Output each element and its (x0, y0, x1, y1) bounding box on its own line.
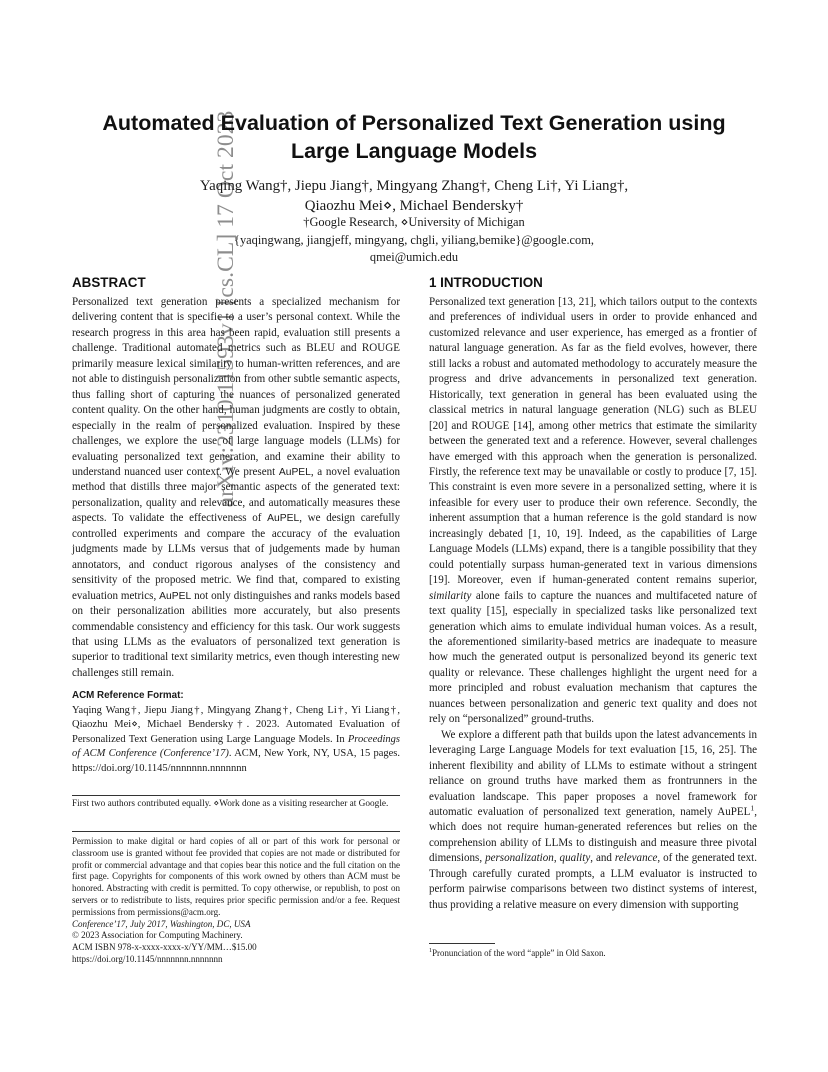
acm-reference-heading: ACM Reference Format: (72, 690, 184, 701)
author-list (60, 176, 768, 216)
isbn-line: ACM ISBN 978-x-xxxx-xxxx-x/YY/MM…$15.00 (72, 942, 257, 953)
introduction-body (429, 295, 757, 913)
copyright-line: © 2023 Association for Computing Machinery. (72, 930, 243, 941)
introduction-heading: 1 INTRODUCTION (429, 275, 543, 290)
affiliation-line: †Google Research, ⋄University of Michigan (303, 215, 525, 229)
abstract-text-2: , a novel evaluation method that distills three major semantic aspects of the generated text: personalization, quality and relevance, and automatically measures these aspects. To validate the effectiveness of (72, 465, 400, 525)
permission-text: Permission to make digital or hard copies of all or part of this work for personal or classroom use is granted without fee provided that copies are not made or distributed for profit or commercial advantage and that copies bear this notice and the full citation on the first page. Copyrights for components of this work owned by others than ACM must be honored. Abstracting with credit is permitted. To copy otherwise, or republish, to post on servers or to redistribute to lists, requires prior specific permission and/or a fee. Request permissions from permissions@acm.org. (72, 836, 400, 917)
footnote-right (429, 947, 606, 960)
intro-p2-a: We explore a different path that builds upon the latest advancements in leveraging Large Language Models for text evaluation [15, 16, 25]. The inherent flexibility and ability of LLMs to estimate without a stringent reliance on ground truths have marked them as frontrunners in the evaluation landscape. This paper proposes a novel framework for automatic evaluation of personalized text generation, namely AuPEL (429, 728, 757, 818)
abstract-text-3: , we design carefully controlled experiments and compare the accuracy of the evaluation judgments made by LLMs versus that of judgements made by human annotators, and conduct rigorous analyses of the consistency and sensitivity of the proposed metric. We find that, compared to existing evaluation metrics, (72, 512, 400, 602)
authors-line-2: Qiaozhu Mei⋄, Michael Bendersky† (304, 198, 524, 214)
acm-reference-venue: Proceedings of ACM Conference (Conference’17) (72, 733, 400, 760)
footnote-marker: 1 (750, 803, 755, 813)
intro-quality: quality (559, 852, 591, 865)
intro-similarity: similarity (429, 589, 472, 602)
intro-p1-a: Personalized text generation [13, 21], which tailors output to the contexts and preferences of individual users in order to provide enhanced and customized relevance and user experience, has emerged as a frontier of natural language generation. As far as the field evolves, however, there still lacks a robust and automated methodology to accurately measure the progress and drive advancements in personalized text generation. Historically, text generation in general has been evaluated using the classical metrics in natural language generation (NLG) such as BLEU [20] and ROUGE [14], among other metrics that estimate the similarity between the generated text and a reference. However, several challenges have emerged with this approach when the generation is personalized. Firstly, the reference text may be unavailable or costly to produce [7, 15]. This constraint is even more severe in a personalized setting, where it is infeasible for every user to produce their own reference. Secondly, the inherent assumption that a human reference is the gold standard is now increasingly debated [1, 10, 19]. Indeed, as the capabilities of Large Language Models (LLMs) expand, there is a tangible possibility that they could potentially surpass human-generated text in various dimensions [19]. Moreover, even if human-generated content remains superior, (429, 296, 757, 587)
permission-rule (72, 831, 400, 832)
abstract-heading: ABSTRACT (72, 275, 146, 290)
acm-reference (72, 689, 400, 777)
authors-line-1: Yaqing Wang†, Jiepu Jiang†, Mingyang Zhang†, Cheng Li†, Yi Liang†, (199, 178, 629, 194)
abstract-text-1: Personalized text generation presents a specialized mechanism for delivering content that is specific to a user’s personal context. While the research progress in this area has been rapid, evaluation still presents a challenge. Traditional automated metrics such as BLEU and ROUGE primarily measure lexical similarity to human-written references, and are not able to distinguish personalization from other subtle semantic aspects, thus falling short of capturing the nuances of personalized generated content quality. On the other hand, human judgments are costly to obtain, especially in the realm of personalized evaluation. Inspired by these challenges, we explore the use of large language models (LLMs) for evaluating personalized text generation, and examine their ability to understand nuanced user context. We present (72, 296, 400, 478)
intro-p2-c: , (553, 852, 560, 865)
affiliations (60, 214, 768, 267)
acm-reference-text-2: . ACM, New York, NY, USA, 15 pages. https://doi.org/10.1145/nnnnnnn.nnnnnnn (72, 748, 400, 774)
footnote-number: 1 (429, 947, 433, 955)
paper-title (60, 109, 768, 165)
emails-line-1: {yaqingwang, jiangjeff, mingyang, chgli, yiliang,bemike}@google.com, (234, 232, 594, 247)
intro-personalization: personalization (485, 852, 554, 865)
emails-line-2: qmei@umich.edu (369, 250, 459, 264)
footnote-right-text: Pronunciation of the word “apple” in Old Saxon. (432, 948, 606, 958)
aupel-name: AuPEL (267, 513, 300, 525)
permission-block (72, 836, 400, 966)
title-line-1: Automated Evaluation of Personalized Text Generation using (102, 111, 726, 135)
intro-relevance: relevance (614, 852, 658, 865)
footnote-rule-left (72, 795, 400, 796)
title-line-2: Large Language Models (290, 139, 538, 163)
footnote-left: First two authors contributed equally. ⋄Work done as a visiting researcher at Google. (72, 799, 389, 809)
aupel-name: AuPEL (159, 590, 192, 602)
acm-reference-text-1: Yaqing Wang†, Jiepu Jiang†, Mingyang Zhang†, Cheng Li†, Yi Liang†, Qiaozhu Mei⋄, Michael Bendersky†. 2023. Automated Evaluation of Personalized Text Generation using Large Language Models. In (72, 704, 400, 745)
arxiv-side-stamp: arXiv:2310.11593v1 [cs.CL] 17 Oct 2023 (213, 110, 239, 508)
intro-p2-d: , and (590, 852, 615, 865)
intro-p1-b: alone fails to capture the nuances and multifaceted nature of text quality [15], especially in specialized tasks like personalized text generation which aims to emulate individual human voices. As a result, the aforementioned similarity-based metrics are inadequate to measure how much the generated output is personalized beyond its generic text quality or relevance. These challenges highlight the urgent need for a more principled and robust evaluation mechanism that captures the nuances between personalization and generic text quality and does not rely on “personalized” ground-truths. (429, 589, 757, 726)
intro-p2-e: , of the generated text. Through carefully curated prompts, a LLM evaluator is instructed to perform pairwise comparisons between two distinct systems of interest, thus providing a relative measure on every dimension with supporting (429, 852, 757, 911)
abstract-text-4: not only distinguishes and ranks models based on their personalization abilities more accurately, but also presents commendable consistency and efficiency for this task. Our work suggests that using LLMs as the evaluators of personalized text generation is superior to traditional text similarity metrics, even though interesting new challenges still remain. (72, 589, 400, 679)
intro-p2-b: , which does not require human-generated references but relies on the comprehension ability of LLMs to distinguish and measure three pivotal dimensions, (429, 805, 757, 865)
doi-line: https://doi.org/10.1145/nnnnnnn.nnnnnnn (72, 953, 223, 964)
aupel-name: AuPEL (278, 466, 311, 478)
conference-info: Conference’17, July 2017, Washington, DC, USA (72, 918, 251, 929)
footnote-rule-right (429, 943, 495, 944)
abstract-body (72, 295, 400, 681)
